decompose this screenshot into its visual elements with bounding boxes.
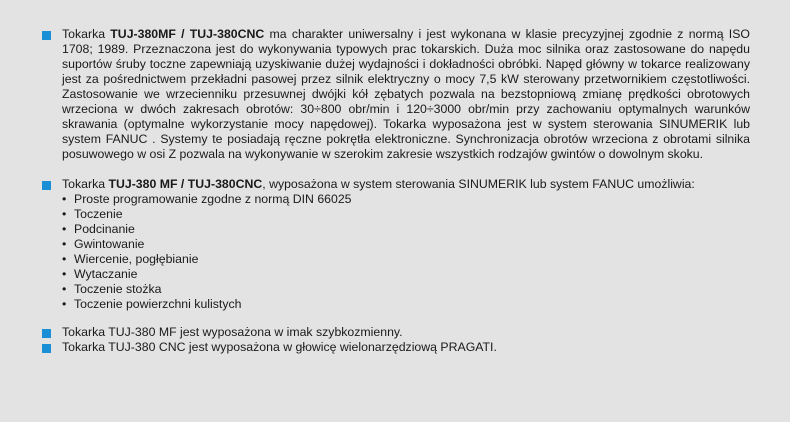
list-item: • Gwintowanie — [62, 237, 750, 252]
capabilities-list — [62, 192, 750, 312]
list-item: • Toczenie powierzchni kulistych — [62, 297, 750, 312]
section-description — [42, 27, 750, 162]
cnc-equipment-text: Tokarka TUJ-380 CNC jest wyposażona w głowicę wielonarzędziową PRAGATI. — [62, 340, 497, 354]
square-bullet-icon — [42, 344, 51, 353]
description-paragraph — [62, 27, 750, 162]
square-bullet-icon — [42, 181, 51, 190]
model-name: TUJ-380MF / TUJ-380CNC — [110, 27, 265, 41]
lead-text: Tokarka — [62, 177, 109, 191]
list-item: • Podcinanie — [62, 222, 750, 237]
list-item: • Wytaczanie — [62, 267, 750, 282]
capabilities-intro — [62, 177, 750, 192]
list-item: • Toczenie stożka — [62, 282, 750, 297]
body-text: ma charakter uniwersalny i jest wykonana w klasie precyzyjnej zgodnie z normą ISO 1708; 1989. Przeznaczona jest do wykonywania typowych prac tokarskich. Duża moc silnika oraz zastosowane do napędu suportów śruby toczne zapewniają uzyskiwanie dużej wydajności i dokładności obróbki. Napęd główny w tokarce realizowany jest za pośrednictwem przekładni pasowej przez silnik elektryczny o mocy 7,5 kW sterowany przetwornikiem częstotliwości. Zastosowanie we wrzecienniku przesuwnej dwójki kół zębatych pozwala na bezstopniową zmianę prędkości obrotowych wrzeciona w dwóch zakresach obrotów: 30÷800 obr/min i 120÷3000 obr/min przy zachowaniu optymalnych warunków skrawania (optymalne wykorzystanie mocy napędowej). Tokarka wyposażona jest w system sterowania SINUMERIK lub system FANUC . Systemy te posiadają ręczne pokrętła elektroniczne. Synchronizacja obrotów wrzeciona z obrotami silnika posuwowego w osi Z pozwala na wykonywanie w szerokim zakresie wszystkich rodzajów gwintów o dowolnym skoku. — [62, 27, 750, 161]
list-item: • Proste programowanie zgodne z normą DIN 66025 — [62, 192, 750, 207]
list-item: • Toczenie — [62, 207, 750, 222]
mf-equipment-text: Tokarka TUJ-380 MF jest wyposażona w imak szybkozmienny. — [62, 325, 403, 339]
model-name: TUJ-380 MF / TUJ-380CNC — [108, 177, 263, 191]
body-text: , wyposażona w system sterowania SINUMERIK lub system FANUC umożliwia: — [262, 177, 695, 191]
section-capabilities — [42, 177, 750, 312]
square-bullet-icon — [42, 329, 51, 338]
lead-text: Tokarka — [62, 27, 111, 41]
list-item: • Wiercenie, pogłębianie — [62, 252, 750, 267]
square-bullet-icon — [42, 31, 51, 40]
section-cnc-equipment — [42, 340, 750, 355]
section-mf-equipment — [42, 325, 750, 340]
